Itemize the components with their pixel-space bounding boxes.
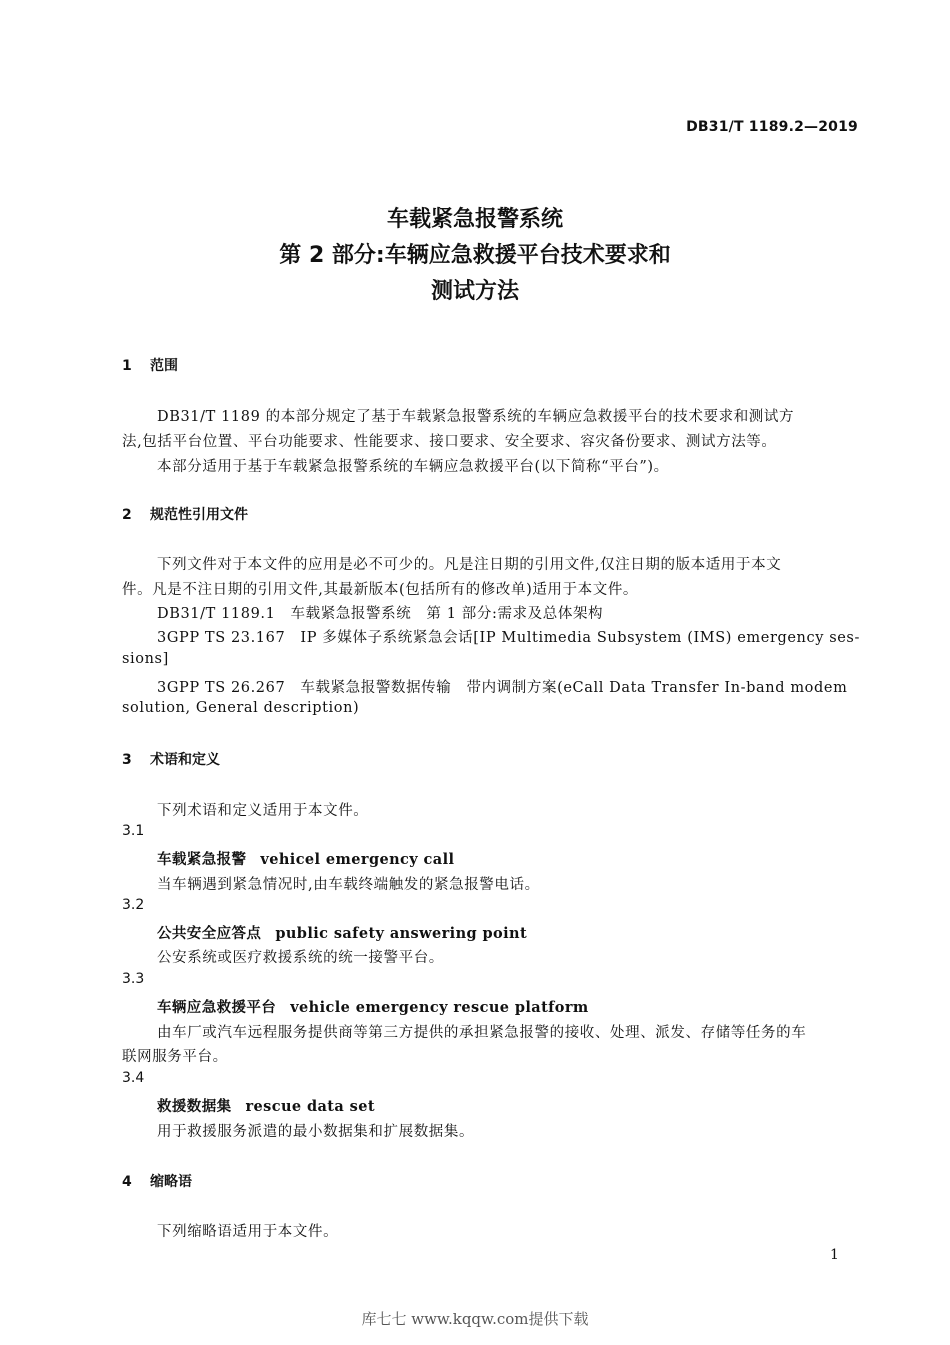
term-title: 救援数据集 rescue data set	[157, 1098, 375, 1115]
reference-2b: sions]	[122, 651, 169, 667]
section-4-heading: 4 缩略语	[122, 1174, 192, 1190]
term-number: 3.2	[122, 897, 145, 913]
term-title: 车辆应急救援平台 vehicle emergency rescue platform	[157, 999, 589, 1016]
title-line-3: 测试方法	[430, 279, 519, 304]
footer-watermark: 库七七 www.kqqw.com提供下载	[361, 1310, 589, 1328]
reference-2a: 3GPP TS 23.167 IP 多媒体子系统紧急会话[IP Multimedia Subsystem (IMS) emergency ses-	[157, 630, 860, 646]
section-1-para-2: 本部分适用于基于车载紧急报警系统的车辆应急救援平台(以下简称“平台”)。	[157, 459, 669, 475]
term-title: 公共安全应答点 public safety answering point	[157, 925, 528, 942]
term-title: 车载紧急报警 vehicel emergency call	[157, 851, 455, 868]
section-3-heading: 3 术语和定义	[122, 752, 220, 768]
section-1-heading: 1 范围	[122, 358, 178, 374]
section-4-intro: 下列缩略语适用于本文件。	[157, 1224, 339, 1240]
section-3-intro: 下列术语和定义适用于本文件。	[157, 803, 369, 819]
term-number: 3.4	[122, 1070, 145, 1086]
page-number: 1	[830, 1247, 839, 1263]
section-2-para-1a: 下列文件对于本文件的应用是必不可少的。凡是注日期的引用文件,仅注日期的版本适用于本文	[157, 557, 782, 573]
title-line-2: 第 2 部分:车辆应急救援平台技术要求和	[279, 243, 671, 268]
section-2-para-1b: 件。凡是不注日期的引用文件,其最新版本(包括所有的修改单)适用于本文件。	[122, 582, 639, 598]
section-1-para-1b: 法,包括平台位置、平台功能要求、性能要求、接口要求、安全要求、容灾备份要求、测试方法等。	[122, 434, 777, 450]
term-definition: 公安系统或医疗救援系统的统一接警平台。	[157, 950, 444, 966]
term-definition: 当车辆遇到紧急情况时,由车载终端触发的紧急报警电话。	[157, 877, 540, 893]
title-line-1: 车载紧急报警系统	[386, 207, 563, 232]
section-2-heading: 2 规范性引用文件	[122, 507, 248, 523]
standard-number: DB31/T 1189.2—2019	[686, 119, 858, 135]
term-number: 3.1	[122, 823, 145, 839]
reference-1: DB31/T 1189.1 车载紧急报警系统 第 1 部分:需求及总体架构	[157, 606, 604, 622]
reference-3a: 3GPP TS 26.267 车载紧急报警数据传输 带内调制方案(eCall Data Transfer In-band modem	[157, 680, 848, 696]
reference-3b: solution, General description)	[122, 700, 360, 716]
section-1-para-1a: DB31/T 1189 的本部分规定了基于车载紧急报警系统的车辆应急救援平台的技术要求和测试方	[157, 409, 795, 425]
term-definition: 由车厂或汽车远程服务提供商等第三方提供的承担紧急报警的接收、处理、派发、存储等任务的车	[157, 1025, 807, 1041]
term-definition-cont: 联网服务平台。	[122, 1049, 228, 1065]
term-definition: 用于救援服务派遣的最小数据集和扩展数据集。	[157, 1124, 475, 1140]
term-number: 3.3	[122, 971, 145, 987]
